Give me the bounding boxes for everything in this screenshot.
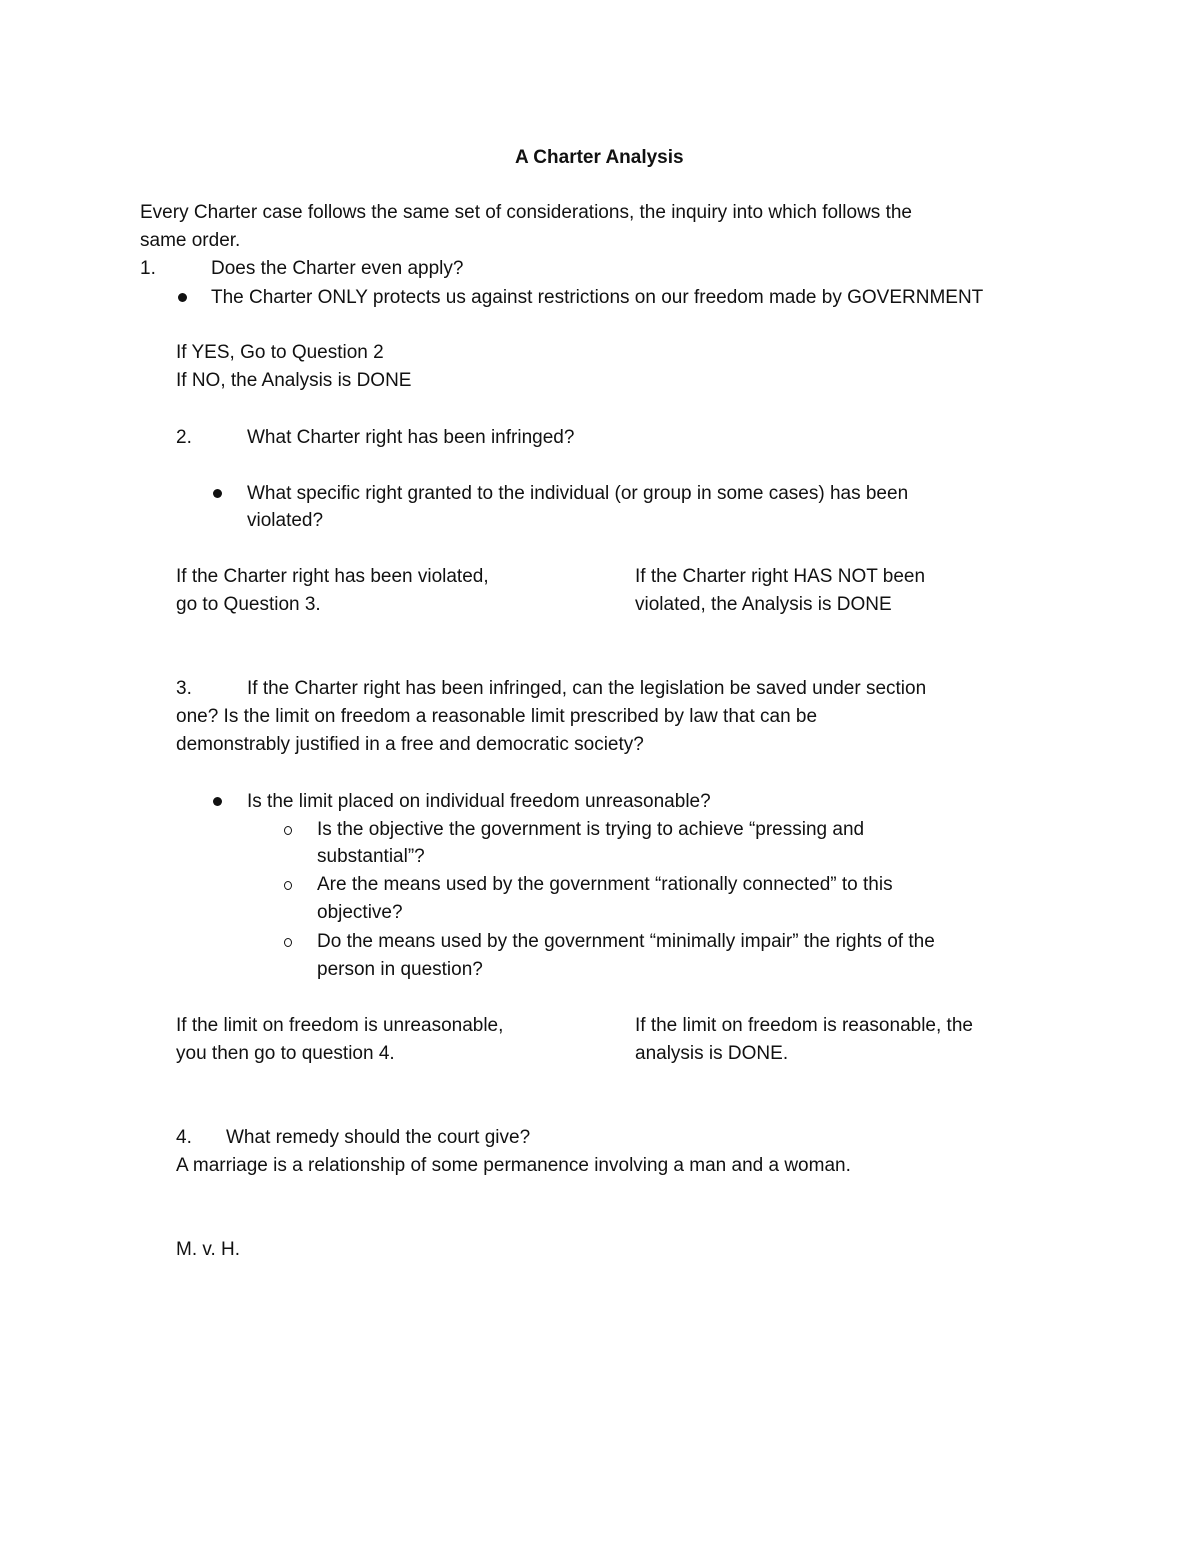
sub-bullet-icon [284, 938, 292, 947]
q3-line-2: one? Is the limit on freedom a reasonable limit prescribed by law that can be [176, 706, 818, 727]
bullet-icon [213, 489, 222, 498]
q3-line-3: demonstrably justified in a free and democratic society? [176, 734, 644, 755]
q1-question: Does the Charter even apply? [211, 258, 464, 279]
q3-sub2-line-2: objective? [317, 902, 403, 923]
q1-if-no: If NO, the Analysis is DONE [176, 370, 412, 391]
q2-question: What Charter right has been infringed? [247, 427, 575, 448]
q3-outcome-left-line-2: you then go to question 4. [176, 1043, 395, 1064]
q2-bullet-line-2: violated? [247, 510, 324, 531]
q4-question: What remedy should the court give? [226, 1127, 531, 1148]
q3-sub1-line-1: Is the objective the government is trying to achieve “pressing and [317, 819, 865, 840]
q2-outcome-left-line-2: go to Question 3. [176, 594, 321, 615]
sub-bullet-icon [284, 881, 292, 890]
intro-line-1: Every Charter case follows the same set of considerations, the inquiry into which follows the [140, 202, 912, 223]
q2-outcome-left-line-1: If the Charter right has been violated, [176, 566, 489, 587]
bullet-icon [178, 293, 187, 302]
q1-bullet-text: The Charter ONLY protects us against restrictions on our freedom made by GOVERNMENT [211, 287, 984, 308]
q3-sub2-line-1: Are the means used by the government “rationally connected” to this [317, 874, 893, 895]
q3-number: 3. [176, 678, 192, 699]
q4-number: 4. [176, 1127, 192, 1148]
sub-bullet-icon [284, 826, 292, 835]
q2-outcome-right-line-1: If the Charter right HAS NOT been [635, 566, 926, 587]
bullet-icon [213, 797, 222, 806]
q3-sub1-line-2: substantial”? [317, 846, 425, 867]
q3-outcome-right-line-2: analysis is DONE. [635, 1043, 789, 1064]
page-title: A Charter Analysis [515, 147, 684, 168]
q2-outcome-right-line-2: violated, the Analysis is DONE [635, 594, 892, 615]
q1-number: 1. [140, 258, 156, 279]
q3-sub3-line-2: person in question? [317, 959, 483, 980]
q4-note: A marriage is a relationship of some permanence involving a man and a woman. [176, 1155, 851, 1176]
q3-bullet-text: Is the limit placed on individual freedom unreasonable? [247, 791, 711, 812]
q2-number: 2. [176, 427, 192, 448]
q2-bullet-line-1: What specific right granted to the individual (or group in some cases) has been [247, 483, 909, 504]
intro-line-2: same order. [140, 230, 241, 251]
q1-if-yes: If YES, Go to Question 2 [176, 342, 384, 363]
q3-sub3-line-1: Do the means used by the government “minimally impair” the rights of the [317, 931, 935, 952]
case-name: M. v. H. [176, 1239, 241, 1260]
q3-outcome-right-line-1: If the limit on freedom is reasonable, the [635, 1015, 973, 1036]
q3-line-1: If the Charter right has been infringed, can the legislation be saved under section [247, 678, 927, 699]
q3-outcome-left-line-1: If the limit on freedom is unreasonable, [176, 1015, 504, 1036]
